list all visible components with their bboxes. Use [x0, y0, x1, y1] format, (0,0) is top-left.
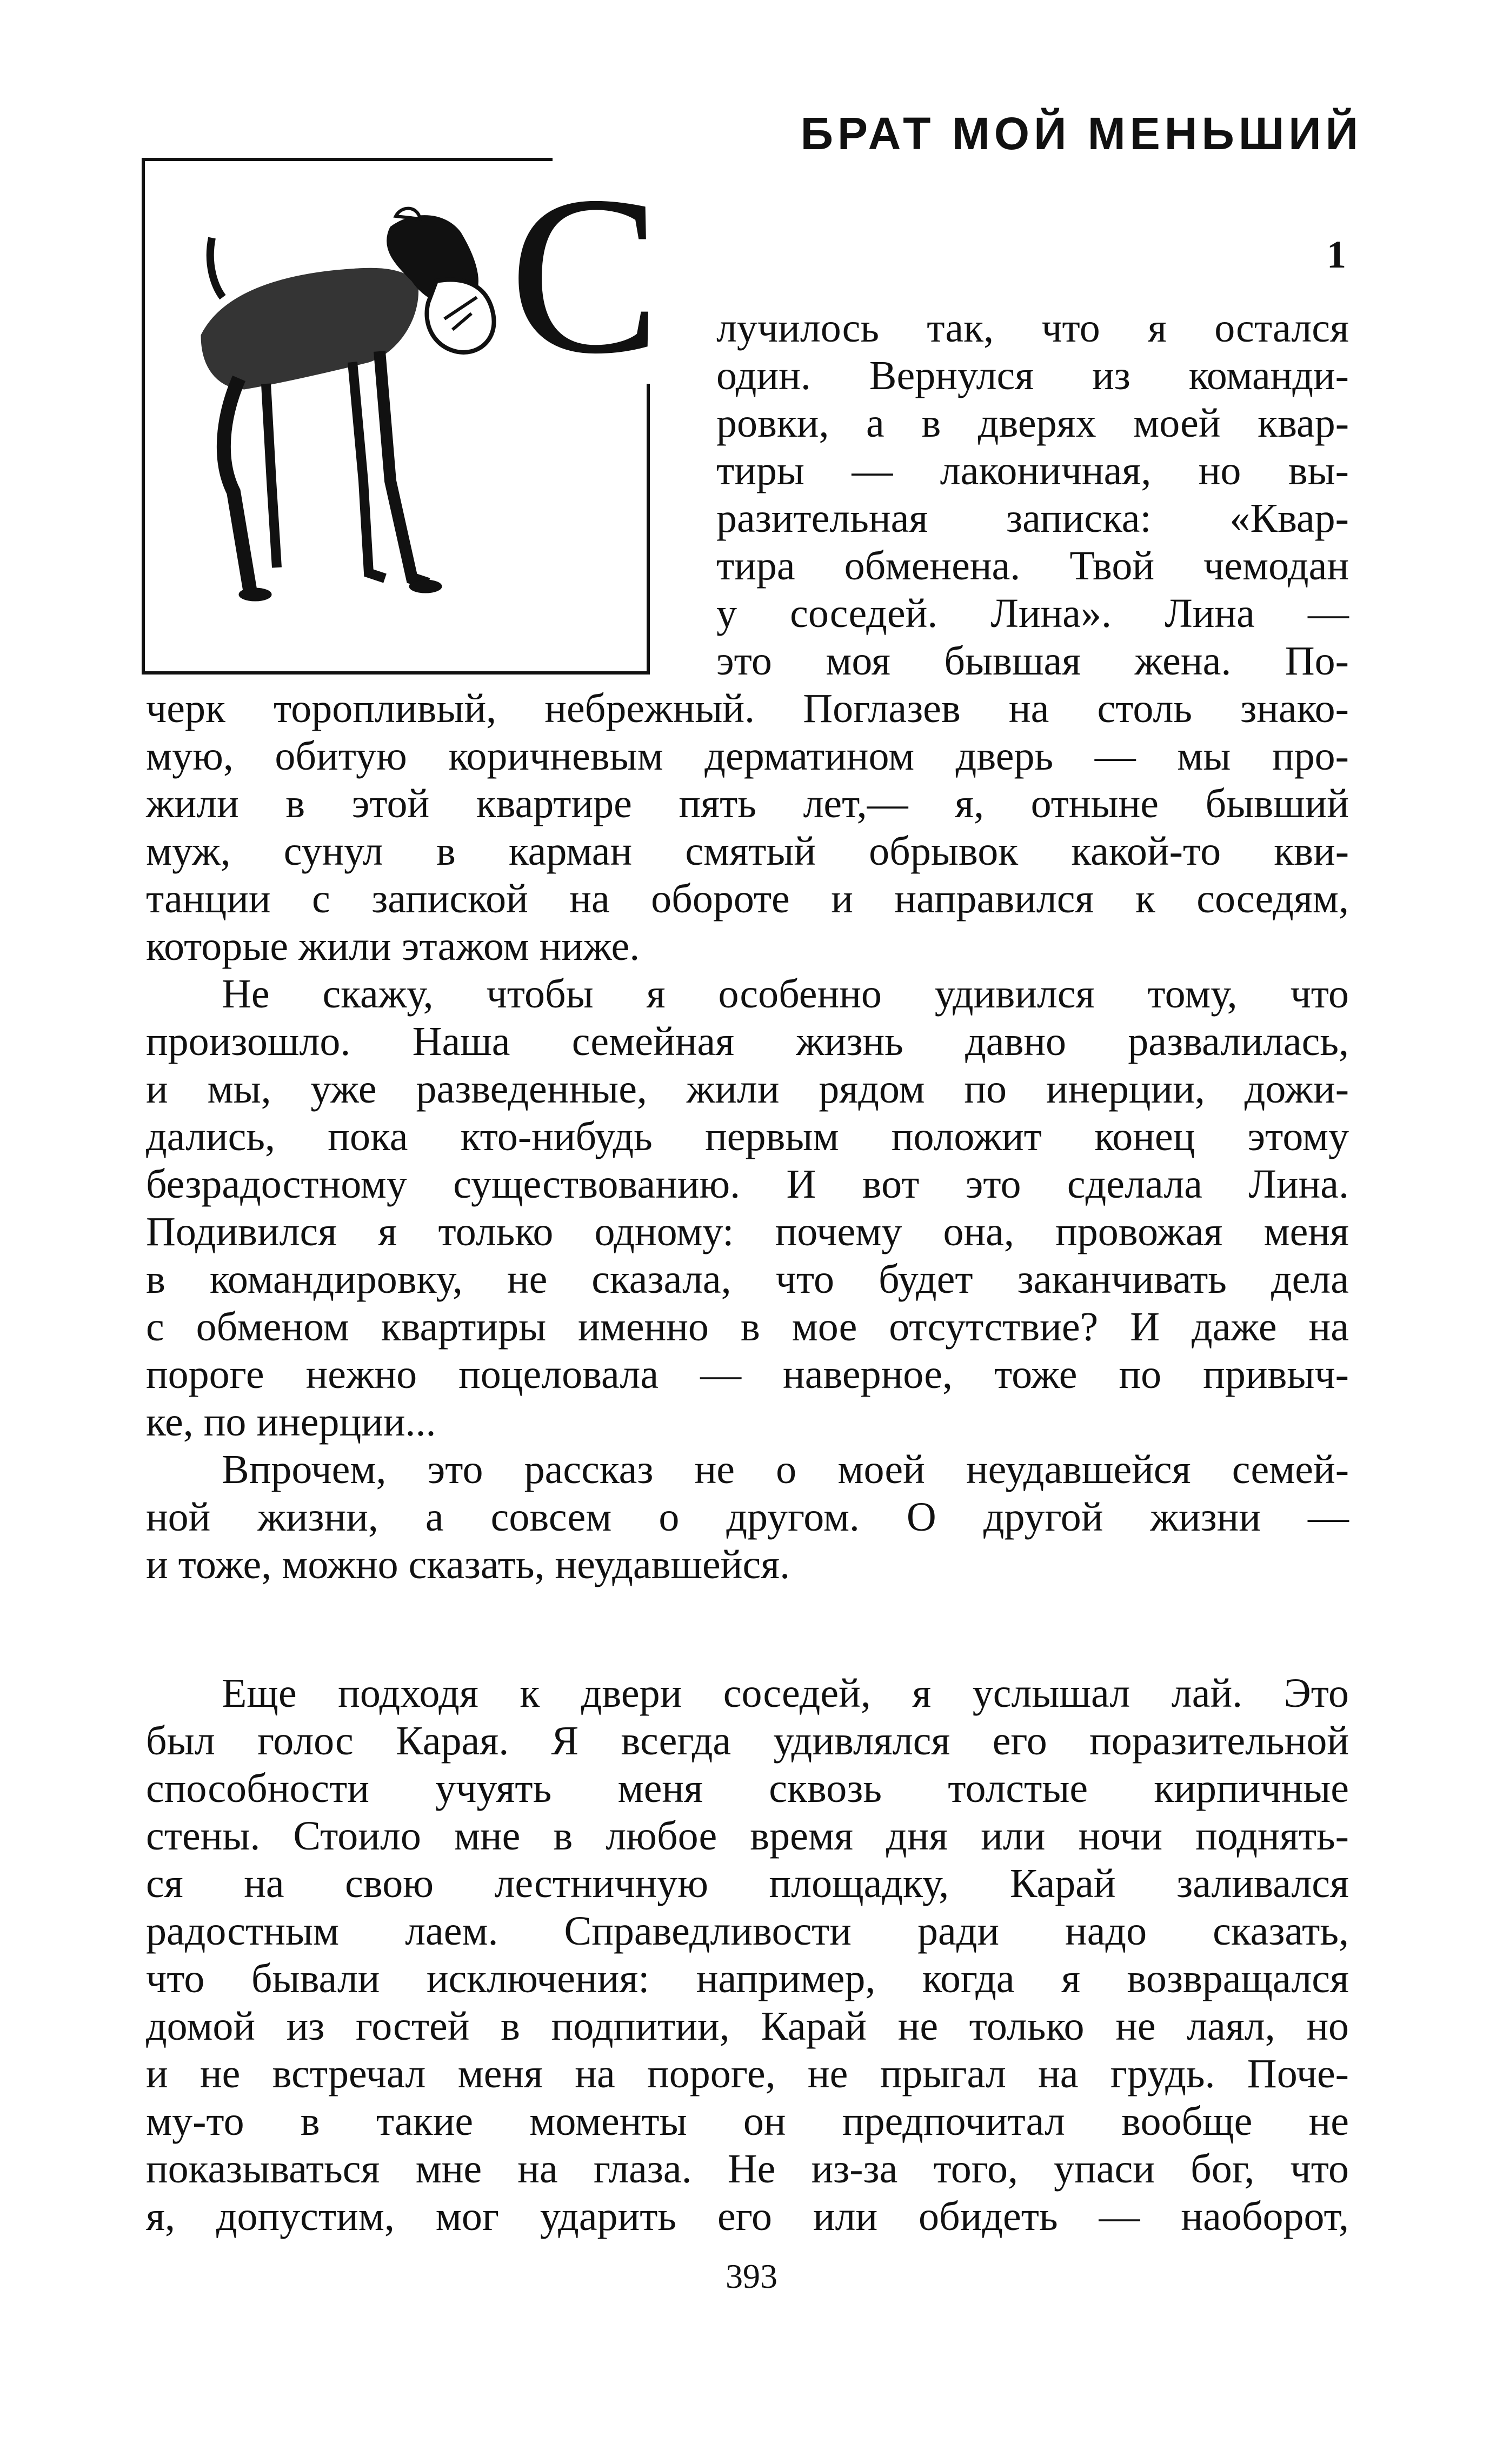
text-line: это моя бывшая жена. По-: [716, 638, 1349, 684]
text-line: танции с запиской на обороте и направился к соседям,: [146, 876, 1349, 922]
text-line: способности учуять меня сквозь толстые кирпичные: [146, 1766, 1349, 1811]
body-text: [146, 685, 1349, 2240]
text-line: которые жили этажом ниже.: [146, 924, 640, 969]
paragraph-2: [146, 970, 1349, 1446]
text-line: Подивился я только одному: почему она, провожая меня: [146, 1209, 1349, 1254]
text-line: лучилось так, что я остался: [716, 305, 1349, 351]
text-line: дались, пока кто-нибудь первым положит конец этому: [146, 1114, 1349, 1159]
chapter-title: БРАТ МОЙ МЕНЬШИЙ: [800, 108, 1362, 159]
text-line: в командировку, не сказала, что будет заканчивать дела: [146, 1257, 1349, 1302]
section-gap: [146, 1588, 1349, 1670]
text-line: показываться мне на глаза. Не из-за того, упаси бог, что: [146, 2146, 1349, 2192]
text-line: пороге нежно поцеловала — наверное, тоже по привыч-: [146, 1352, 1349, 1397]
dropcap-letter: С: [509, 157, 661, 400]
text-line: я, допустим, мог ударить его или обидеть — наоборот,: [146, 2194, 1349, 2239]
text-line: безрадостному существованию. И вот это сделала Лина.: [146, 1161, 1349, 1207]
text-line: Еще подходя к двери соседей, я услышал лай. Это: [222, 1671, 1349, 1716]
text-line: радостным лаем. Справедливости ради надо сказать,: [146, 1908, 1349, 1954]
text-line: жили в этой квартире пять лет,— я, отныне бывший: [146, 781, 1349, 826]
section-number: 1: [1327, 233, 1346, 276]
text-line: ной жизни, а совсем о другом. О другой жизни —: [146, 1494, 1349, 1540]
text-line: и тоже, можно сказать, неудавшейся.: [146, 1542, 790, 1587]
text-line: ровки, а в дверях моей квар-: [716, 400, 1349, 446]
paragraph-3: [146, 1446, 1349, 1588]
text-line: тира обменена. Твой чемодан: [716, 543, 1349, 589]
dog-illustration: [201, 209, 494, 601]
text-line: что бывали исключения: например, когда я возвращался: [146, 1956, 1349, 2001]
dropcap-wrap-text: [716, 304, 1349, 685]
text-line: мую, обитую коричневым дерматином дверь — мы про-: [146, 733, 1349, 779]
text-line: стены. Стоило мне в любое время дня или ночи поднять-: [146, 1813, 1349, 1859]
text-line: ся на свою лестничную площадку, Карай заливался: [146, 1861, 1349, 1906]
paragraph-4: [146, 1670, 1349, 2240]
page-number: 393: [726, 2257, 777, 2295]
text-line: и не встречал меня на пороге, не прыгал на грудь. Поче-: [146, 2051, 1349, 2096]
paragraph-1: [146, 685, 1349, 970]
text-line: домой из гостей в подпитии, Карай не только не лаял, но: [146, 2004, 1349, 2049]
text-line: был голос Карая. Я всегда удивлялся его поразительной: [146, 1718, 1349, 1764]
text-line: тиры — лаконичная, но вы-: [716, 448, 1349, 493]
text-line: ке, по инерции...: [146, 1399, 436, 1445]
text-line: и мы, уже разведенные, жили рядом по инерции, дожи-: [146, 1066, 1349, 1112]
text-line: муж, сунул в карман смятый обрывок какой-то кви-: [146, 829, 1349, 874]
text-line: Впрочем, это рассказ не о моей неудавшейся семей-: [222, 1447, 1349, 1492]
text-line: у соседей. Лина». Лина —: [716, 591, 1349, 636]
text-line: му-то в такие моменты он предпочитал вообще не: [146, 2099, 1349, 2144]
text-line: произошло. Наша семейная жизнь давно развалилась,: [146, 1019, 1349, 1064]
text-line: разительная записка: «Квар-: [716, 496, 1349, 541]
text-line: один. Вернулся из команди-: [716, 353, 1349, 398]
text-line: Не скажу, чтобы я особенно удивился тому, что: [222, 971, 1349, 1017]
text-line: с обменом квартиры именно в мое отсутствие? И даже на: [146, 1304, 1349, 1350]
text-line: черк торопливый, небрежный. Поглазев на столь знако-: [146, 686, 1349, 731]
dropcap-illustration: [142, 157, 661, 676]
